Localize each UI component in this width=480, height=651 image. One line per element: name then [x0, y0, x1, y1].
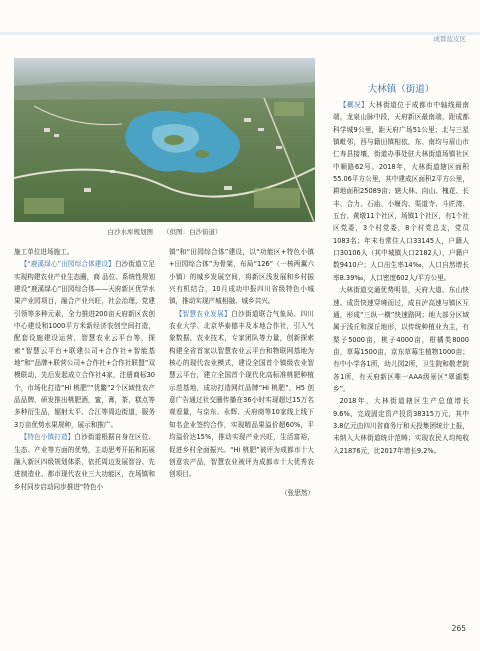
paragraph: 2018年，大林街道辖区生产总值增长9.6%，完成固定资产投资38315万元，其中3.8亿元由四川省商务厅和天投集团统计上报，未纳入大林街道统计范畴；实现农民人均纯收入21876元，比2017年增长9.2%。	[333, 397, 469, 455]
entry-body: 白沙街道立足实现构建农业产业生态圈，商 品位、系统性规划建设“鹿溪绿心”田园综合体——天府新区优学水果产业园项目，融合产业兴旺，社会治理，党建引领等多种元素，全力推进200亩天府新区农创中心建设和1000平方米新经济农创空间打造，配套设施建设运营，智慧农业云平台等，探索“智慧云平台+联建公司+合作社+智能基地”和“品牌+联营公司+合作社+合作社联盟”双模联动，先后发起成立合作社4家，注册商标30个，市场化打造“Hi 桃肥”“优鳖”2个区域性农产品品牌，研发推出桃肥酒，蜜，膏，茶，糕点等多种衍生品，辐射太平、合江等周边街道，服务3万亩优势水果规种，展示和推广。	[14, 260, 155, 429]
paragraph	[14, 258, 155, 431]
entry-body: 大林街道位于成都市中轴线最南端，龙泉山脉中段，天府新区最南端，距成都科学城9公里，距天府广场51公里；北与三星镇毗邻，西与籍田镇相依，东、南均与眉山市仁寿县接壤，街道办事处驻大林街道场镇社区中顺路62号。2018年，大林街道辖区面积55.06平方公里，其中建成区面积2平方公里，耕地面积25089亩；辖大林、向山、槐花、长丰、合力、石庙、小堰沟、渠道寺、斗匠湾、五台、黄墩11个社区，场镇1个社区，有1个社区党委，3个村党委，8个村党总支，党员1083名；年末有常住人口33145人，户籍人口30106人（其中城镇人口2182人），户籍户数9410户；人口出生率14‰，人口自然增长率8.39‰，人口密度602人/平方公里。	[333, 101, 470, 282]
entry-heading: 【特色小镇打造】	[20, 433, 75, 442]
section-title: 大林镇（街道）	[367, 84, 435, 95]
text-column-3	[333, 99, 469, 457]
page-number: 265	[451, 624, 466, 633]
paragraph: 施工单位进场施工。	[14, 248, 74, 256]
author-signature: （张思然）	[281, 488, 314, 497]
aerial-plan-image	[14, 58, 315, 222]
paragraph	[14, 431, 155, 493]
paragraph	[333, 99, 469, 284]
paragraph: 大林街道交通优势明显，天府大道、东山快速、成贵快速穿境而过，成自泸高速与镇区互通，形成“三纵一横”快速路网；地大部分区域属于浅丘和深丘地形，以传统种植业为主，有梨子5000亩，桃子4000亩，柑橘类8000亩，草莓1500亩，京东草莓生植物1000亩；有中小学各1所，幼儿园2所，卫生院和敬老院各1所，有天府新区唯一AAA级景区“翠湖梨乡”。	[333, 286, 469, 393]
entry-heading: 【“鹿溪绿心”田园综合体建设】	[20, 260, 115, 269]
entry-heading: 【概况】	[339, 101, 369, 109]
entry-heading: 【智慧农业发展】	[175, 309, 232, 318]
header-bar	[0, 32, 480, 35]
entry-body: 白沙街道联合气象局、四川农业大学、北京华泰德丰及本地合作社，引入气象数据，农业技术，专家团队等力量，创新探索构建全省首家以智慧农业云平台和物联网基地为核心的现代农业模式，建设全国首个镇级农业智慧云平台，建立全国首个现代化高标准桃肥种植示范基地，成功打造网红品牌“Hi 桃肥”，H5 创意广告通过社交圈传播在36小时实现超过15万名观看量，与京东、永辉、天府商等10家线上线下知名企业签约合作，实现精品果溢价超60%，平均溢价达15%，推动实现产业兴旺，生活富裕，促进乡村全面振兴。“Hi 桃肥”被评为成都市十大创意农产品，智慧农业被评为成都市十大优秀农创项目。	[169, 309, 314, 479]
paragraph	[169, 308, 314, 481]
text-column-1	[14, 246, 155, 493]
caption-credit: （供图：白沙街道）	[163, 228, 222, 236]
paragraph: 镇”和“田园综合体”建设，以“功能区+特色小镇+田园综合体”为骨架，布局“126”（一核两翼六小镇）的城乡发展空间，将新区浅发展和乡村振兴有机结合，10月成功申报四川省级特色小城镇，推动实现产城相融、城乡共兴。	[169, 248, 314, 306]
caption-title: 白沙水库规划图	[107, 228, 153, 236]
text-column-2	[169, 246, 314, 499]
running-header: 成都蓝皮区	[433, 35, 466, 43]
figure-caption	[14, 227, 315, 236]
entry-body: 白沙街道根据自身在区位、生态、产业等方面的优势，主动思考开拓和拓展融入新区四级规划体系，依托周边发展智谷、先进制造业、都市现代农业三大功能区，在场镇和乡村同步启动同步推进“特色小	[14, 433, 156, 491]
